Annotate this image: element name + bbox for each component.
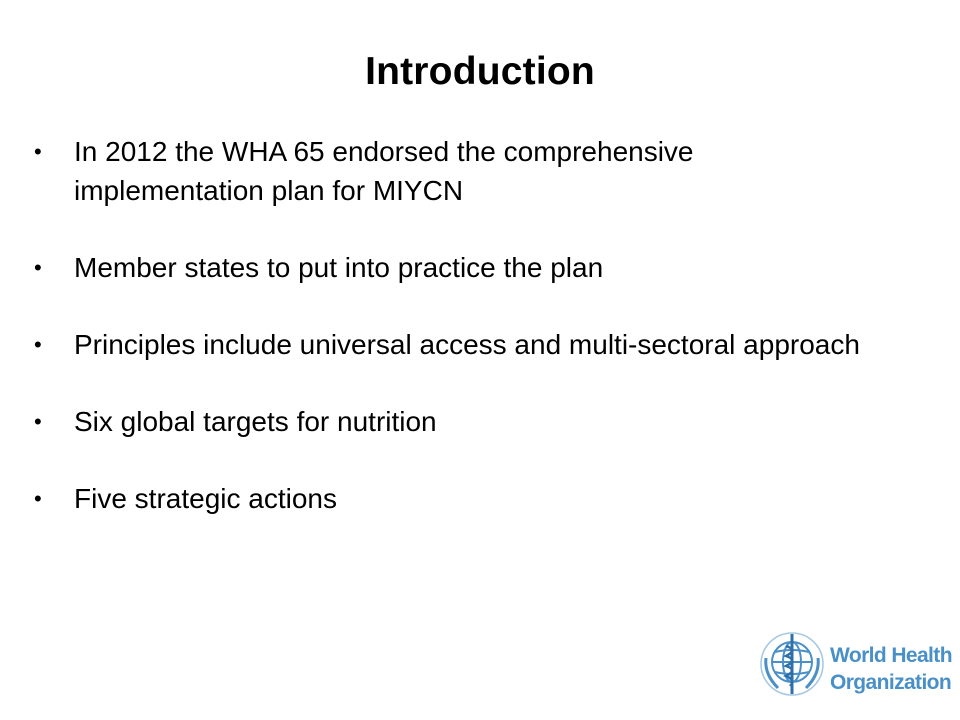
bullet-item bbox=[34, 402, 874, 441]
bullet-item bbox=[34, 325, 874, 364]
who-logo bbox=[756, 628, 956, 718]
who-logo-line2: Organization bbox=[830, 671, 952, 694]
slide-title: Introduction bbox=[365, 50, 595, 93]
bullet-list bbox=[34, 132, 874, 556]
bullet-icon: • bbox=[34, 332, 42, 357]
who-emblem-icon bbox=[756, 628, 828, 700]
bullet-icon: • bbox=[34, 486, 42, 511]
bullet-item bbox=[34, 132, 874, 210]
who-logo-text bbox=[830, 642, 960, 696]
bullet-text: Six global targets for nutrition bbox=[74, 406, 437, 437]
bullet-item bbox=[34, 479, 874, 518]
bullet-text: Member states to put into practice the plan bbox=[74, 252, 604, 283]
bullet-icon: • bbox=[34, 409, 42, 434]
bullet-icon: • bbox=[34, 139, 42, 164]
who-logo-line1: World Health bbox=[830, 644, 952, 667]
bullet-text: In 2012 the WHA 65 endorsed the comprehensive implementation plan for MIYCN bbox=[74, 136, 694, 206]
bullet-text: Principles include universal access and multi-sectoral approach bbox=[74, 329, 860, 360]
bullet-text: Five strategic actions bbox=[74, 483, 337, 514]
bullet-item bbox=[34, 248, 874, 287]
bullet-icon: • bbox=[34, 255, 42, 280]
